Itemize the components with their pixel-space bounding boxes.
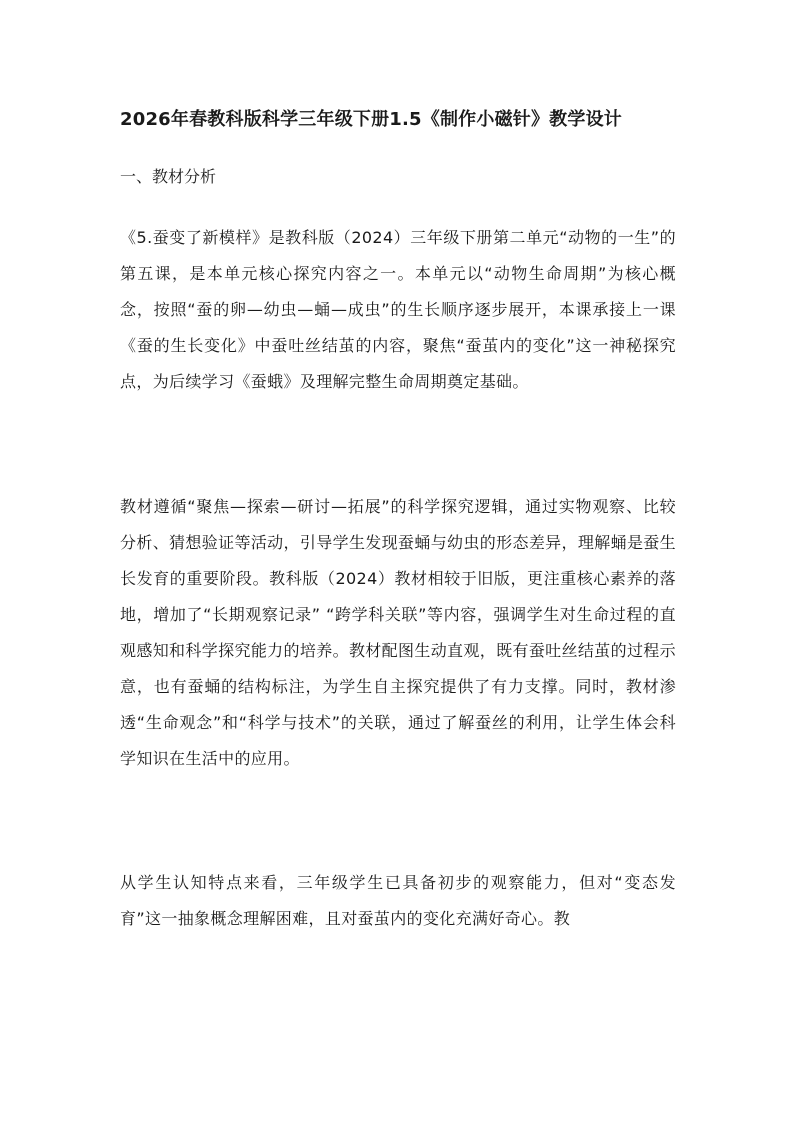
document-title: 2026年春教科版科学三年级下册1.5《制作小磁针》教学设计 (120, 109, 622, 130)
paragraph-2: 教材遵循“聚焦—探索—研讨—拓展”的科学探究逻辑，通过实物观察、比较分析、猜想验证等活动，引导学生发现蚕蛹与幼虫的形态差异，理解蛹是蚕生长发育的重要阶段。教科版（2024）教材相较于旧版，更注重核心素养的落地，增加了“长期观察记录” “跨学科关联”等内容，强调学生对生命过程的直观感知和科学探究能力的培养。教材配图生动直观，既有蚕吐丝结茧的过程示意，也有蚕蛹的结构标注，为学生自主探究提供了有力支撑。同时，教材渗透“生命观念”和“科学与技术”的关联，通过了解蚕丝的利用，让学生体会科学知识在生活中的应用。 (120, 497, 676, 768)
section-heading: 一、教材分析 (120, 167, 217, 186)
paragraph-1: 《5.蚕变了新模样》是教科版（2024）三年级下册第二单元“动物的一生”的第五课，是本单元核心探究内容之一。本单元以“动物生命周期”为核心概念，按照“蚕的卵—幼虫—蛹—成虫”的生长顺序逐步展开，本课承接上一课《蚕的生长变化》中蚕吐丝结茧的内容，聚焦“蚕茧内的变化”这一神秘探究点，为后续学习《蚕蛾》及理解完整生命周期奠定基础。 (120, 228, 676, 391)
paragraph-3: 从学生认知特点来看，三年级学生已具备初步的观察能力，但对“变态发育”这一抽象概念理解困难，且对蚕茧内的变化充满好奇心。教 (120, 873, 676, 928)
